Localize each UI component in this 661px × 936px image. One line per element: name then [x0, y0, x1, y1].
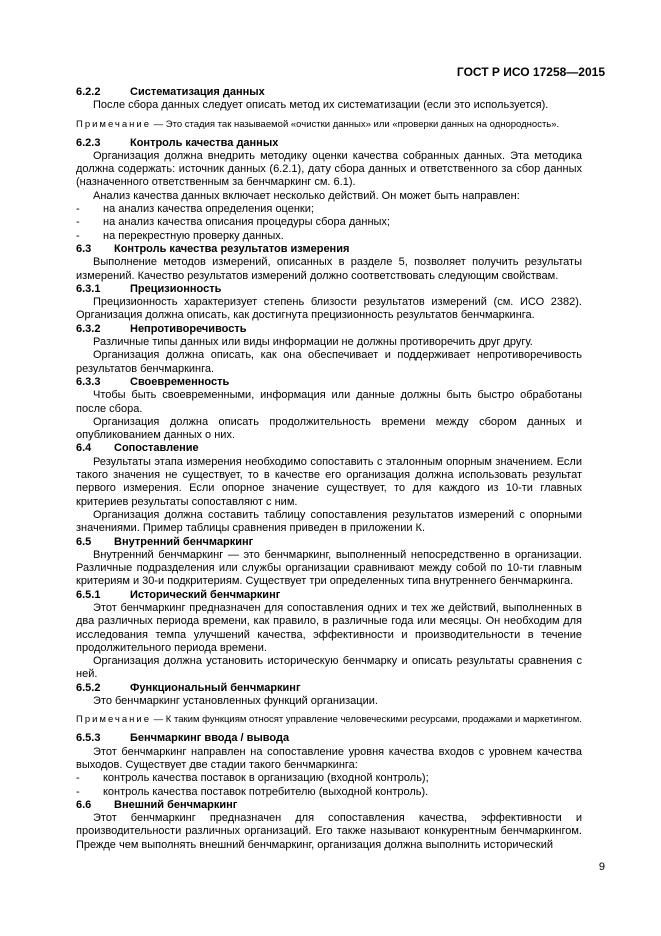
paragraph: Результаты этапа измерения необходимо сопоставить с эталонным опорным значением. Если такого значения не существует, то в качестве его организация должна использовать результат первого измерения. Если опорное значение существует, то для каждого из 10-ти главных критериев результаты сопоставляют с ним.	[76, 455, 582, 508]
section-heading-6-5	[76, 536, 582, 549]
section-heading-6-3-1	[76, 283, 582, 296]
paragraph: Анализ качества данных включает несколько действий. Он может быть направлен:	[93, 189, 520, 202]
section-title: Бенчмаркинг ввода / вывода	[130, 732, 290, 745]
section-number: 6.2.2	[76, 86, 101, 98]
section-number: 6.5.3	[76, 732, 101, 745]
note-label: Примечание	[76, 714, 151, 726]
section-number: 6.3	[76, 242, 92, 255]
paragraph: Это бенчмаркинг установленных функций организации.	[93, 695, 378, 708]
section-number: 6.2.3	[76, 136, 101, 149]
section-number: 6.3.1	[76, 282, 101, 295]
paragraph: Чтобы быть своевременными, информация или данные должны быть быстро обработаны после сбора.	[76, 389, 582, 415]
section-number: 6.5.1	[76, 588, 101, 601]
section-title: Непротиворечивость	[130, 322, 247, 335]
section-heading-6-3-2	[76, 323, 582, 336]
paragraph: Этот бенчмаркинг предназначен для сопоставления одних и тех же действий, выполненных в два различных периода времени, как правило, в различные года или месяцы. Он необходим для исследования темпа улучшений качества, эффективности и производительности в течение продолжительного периода времени.	[76, 601, 582, 654]
section-number: 6.3.2	[76, 322, 101, 335]
paragraph: Различные типы данных или виды информации не должны противоречить друг другу.	[93, 336, 533, 349]
section-title: Контроль качества данных	[130, 136, 279, 149]
section-heading-6-5-2	[76, 682, 582, 695]
section-number: 6.6	[76, 798, 92, 811]
paragraph: Этот бенчмаркинг предназначен для сопоставления качества, эффективности и производительности различных организаций. Его также называют конкурентным бенчмаркингом. Прежде чем выполнять внешний бенчмаркинг, организация должна выполнить исторический	[76, 812, 582, 851]
section-title: Своевременность	[130, 375, 230, 388]
section-heading-6-2-2	[76, 86, 582, 99]
list-item: - контроль качества поставок в организацию (входной контроль);	[76, 772, 429, 785]
page-number: 9	[598, 861, 605, 873]
doc-code-header: ГОСТ Р ИСО 17258—2015	[456, 65, 605, 79]
section-title: Сопоставление	[114, 442, 199, 455]
section-heading-6-2-3	[76, 137, 582, 150]
section-heading-6-5-3	[76, 732, 582, 745]
list-item: - на перекрестную проверку данных.	[76, 229, 284, 242]
note	[76, 714, 582, 726]
section-number: 6.3.3	[76, 375, 101, 388]
paragraph: Прецизионность характеризует степень близости результатов измерений (см. ИСО 2382). Организация должна описать, как достигнута прецизионность результатов бенчмаркинга.	[76, 296, 582, 322]
section-heading-6-5-1	[76, 589, 582, 602]
paragraph: Организация должна внедрить методику оценки качества собранных данных. Эта методика должна содержать: источник данных (6.2.1), дату сбора данных и ответственного за сбор данных (назначенного ответственным за бенчмаркинг см. 6.1).	[76, 149, 582, 189]
section-title: Контроль качества результатов измерения	[114, 242, 350, 255]
section-title: Прецизионность	[130, 282, 222, 295]
section-number: 6.5.2	[76, 681, 101, 694]
section-heading-6-3	[76, 243, 582, 256]
note	[76, 119, 582, 131]
section-title: Функциональный бенчмаркинг	[130, 681, 301, 694]
section-title: Внутренний бенчмаркинг	[114, 535, 254, 548]
section-number: 6.4	[76, 442, 92, 455]
document-body	[76, 86, 582, 852]
section-title: Исторический бенчмаркинг	[130, 588, 281, 601]
note-label: Примечание	[76, 118, 151, 130]
paragraph: Внутренний бенчмаркинг — это бенчмаркинг, выполненный непосредственно в организации. Различные подразделения или службы организации сравнивают между собой по 10-ти главным критериям и 30-и подкритериям. Существует три определенных типа внутреннего бенчмаркинга.	[76, 548, 582, 588]
list-item: - контроль качества поставок потребителю (выходной контроль).	[76, 785, 429, 798]
section-heading-6-4	[76, 442, 582, 455]
paragraph: Организация должна описать продолжительность времени между сбором данных и опубликованием данных о них.	[76, 415, 582, 442]
section-number: 6.5	[76, 535, 92, 548]
section-heading-6-3-3	[76, 376, 582, 389]
paragraph: Выполнение методов измерений, описанных в разделе 5, позволяет получить результаты измерений. Качество результатов измерений должно соответствовать следующим свойствам.	[76, 256, 582, 282]
note-text: — К таким функциям относят управление человеческими ресурсами, продажами и маркетингом.	[151, 714, 582, 726]
section-title: Систематизация данных	[130, 86, 265, 98]
paragraph: После сбора данных следует описать метод их систематизации (если это используется).	[93, 99, 549, 112]
list-item: - на анализ качества описания процедуры сбора данных;	[76, 216, 390, 229]
list-item: - на анализ качества определения оценки;	[76, 203, 314, 216]
section-heading-6-6	[76, 799, 582, 812]
paragraph: Организация должна установить историческую бенчмарку и описать результаты сравнения с ней.	[76, 655, 582, 681]
section-title: Внешний бенчмаркинг	[114, 798, 238, 811]
paragraph: Организация должна описать, как она обеспечивает и поддерживает непротиворечивость результатов бенчмаркинга.	[76, 349, 582, 375]
note-text: — Это стадия так называемой «очистки данных» или «проверки данных на однородность».	[151, 118, 560, 130]
paragraph: Организация должна составить таблицу сопоставления результатов измерений с опорными значениями. Пример таблицы сравнения приведен в приложении К.	[76, 508, 582, 535]
paragraph: Этот бенчмаркинг направлен на сопоставление уровня качества входов с уровнем качества выходов. Существует две стадии такого бенчмаркинга:	[76, 745, 582, 771]
